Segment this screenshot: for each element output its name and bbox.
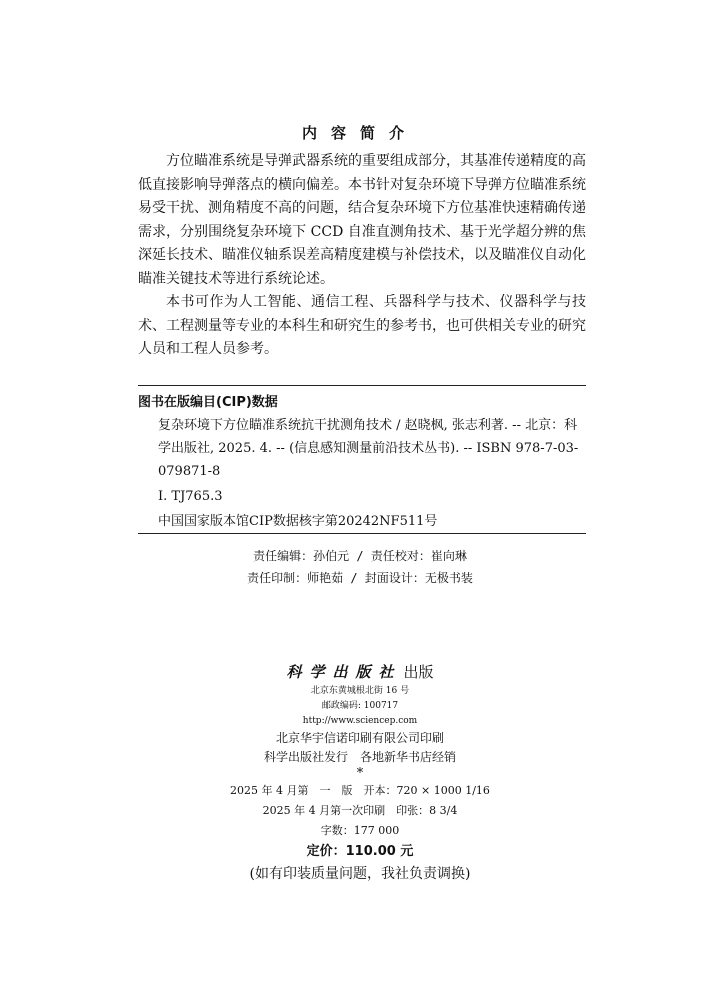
printer-info: 北京华宇信诺印刷有限公司印刷 [275,731,444,745]
word-count: 字数：177 000 [320,824,400,837]
cip-classification: Ⅰ. TJ765.3 [158,489,223,504]
printing-info: 2025 年 4 月第一次印刷 印张：8 3/4 [262,804,458,817]
publisher-website: http://www.sciencep.com [302,716,418,726]
cip-bottom-rule [138,533,586,534]
publisher-name [0,660,720,684]
price: 定价：110.00 元 [306,844,414,859]
distribution-info: 科学出版社发行 各地新华书店经销 [263,750,456,764]
summary-paragraph-1: 方位瞄准系统是导弹武器系统的重要组成部分，其基准传递精度的高低直接影响导弹落点的横向偏差。本书针对复杂环境下导弹方位瞄准系统易受干扰、测角精度不高的问题，结合复杂环境下方位基准快速精确传递需求，分别围绕复杂环境下 CCD 自准直测角技术、基于光学超分辨的焦深延长技术、瞄准仪轴系误差高精度建模与补偿技术，以及瞄准仪自动化瞄准关键技术等进行系统论述。 [138,153,586,287]
editors-credits [0,545,720,589]
edition-info: 2025 年 4 月第 一 版 开本：720 × 1000 1/16 [230,784,490,797]
page-title: 内容简介 [301,124,418,142]
cip-body [138,414,586,533]
cip-record-number: 中国国家版本馆CIP数据核字第20242NF511号 [158,514,438,529]
cip-heading: 图书在版编目(CIP)数据 [138,395,278,410]
book-summary [138,150,586,362]
cip-data-block [138,385,586,534]
separator-star: * [356,766,364,781]
publisher-postcode: 邮政编码: 100717 [321,701,399,711]
publisher-brand: 科学出版社 [286,663,402,681]
editor-line-2: 责任印制：师艳茹 / 封面设计：无极书装 [247,571,473,585]
quality-note: (如有印装质量问题，我社负责调换) [249,866,471,882]
publisher-address: 北京东黄城根北街 16 号 [310,686,410,696]
editor-line-1: 责任编辑：孙伯元 / 责任校对：崔向琳 [253,549,467,563]
summary-paragraph-2: 本书可作为人工智能、通信工程、兵器科学与技术、仪器科学与技术、工程测量等专业的本科生和研究生的参考书，也可供相关专业的研究人员和工程人员参考。 [138,294,586,357]
publisher-suffix: 出版 [403,663,434,681]
cip-bibliographic-entry: 复杂环境下方位瞄准系统抗干扰测角技术 / 赵晓枫, 张志利著. -- 北京：科学出版社, 2025. 4. -- (信息感知测量前沿技术丛书). -- ISBN 978-7-03-079871-8 [158,418,579,479]
publisher-imprint [0,660,720,885]
